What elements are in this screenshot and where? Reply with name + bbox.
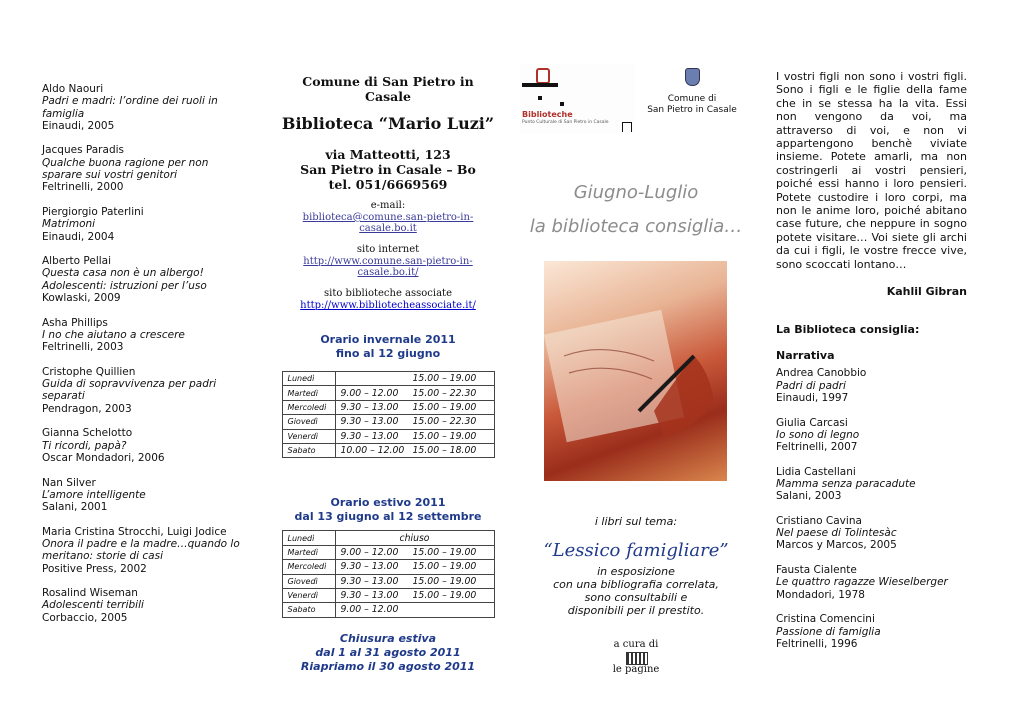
book-author: Andrea Canobbio [776,367,867,380]
schedule-day: Martedì [282,386,335,400]
hours-morning: 9.30 – 13.00 [340,416,399,428]
book-publisher: Einaudi, 1997 [776,391,849,404]
book-title: Io sono di legno [776,428,860,441]
book-list-left [42,83,242,636]
book-author: Lidia Castellani [776,465,856,478]
library-info [280,74,496,674]
closure-line2: dal 1 al 31 agosto 2011 [315,645,461,659]
hours-afternoon: 15.00 – 19.00 [412,401,477,413]
book-author: Nan Silver [42,476,96,489]
schedule-hours [335,400,494,414]
book-entry [42,144,242,193]
closure-line3: Riapriamo il 30 agosto 2011 [300,659,476,673]
book-title: Mamma senza paracadute [776,477,916,490]
book-publisher: Einaudi, 2005 [42,119,115,132]
email-link[interactable]: biblioteca@comune.san-pietro-in-casale.bo.it [302,212,474,234]
exhibit-text [520,565,752,617]
pagine-label: le pagine [612,664,660,675]
book-entry [776,417,967,454]
summer-title [280,496,496,524]
comune-title: Comune di San Pietro in Casale [302,74,474,104]
book-publisher: Mondadori, 1978 [776,588,865,601]
hours-afternoon: 15.00 – 19.00 [412,561,477,573]
book-entry [42,255,242,304]
summer-title-line1: Orario estivo 2011 [330,496,446,510]
hours-afternoon: 15.00 – 22.30 [412,387,477,399]
logo-door-icon [622,122,632,132]
book-author: Cristina Comencini [776,613,875,626]
schedule-row [282,400,494,414]
hours-morning: 9.30 – 13.00 [340,401,399,413]
book-author: Rosalind Wiseman [42,587,138,600]
book-publisher: Feltrinelli, 1996 [776,637,858,650]
book-author: Asha Phillips [42,316,108,329]
book-publisher: Pendragon, 2003 [42,402,132,415]
hours-morning: 9.00 – 12.00 [340,387,399,399]
schedule-hours [335,560,494,574]
book-author: Fausta Cialente [776,564,857,577]
schedule-day: Mercoledì [282,400,335,414]
hours-morning: 9.30 – 13.00 [340,590,399,602]
book-title: Guida di sopravvivenza per padri separati [42,378,217,403]
book-publisher: Kowlaski, 2009 [42,292,121,305]
book-publisher: Oscar Mondadori, 2006 [42,451,165,464]
schedule-hours [335,531,494,545]
schedule-row [282,560,494,574]
winter-title [280,333,496,361]
closure-line1: Chiusura estiva [339,631,437,645]
schedule-day: Giovedì [282,415,335,429]
book-author: Piergiorgio Paterlini [42,205,144,218]
address-city: San Pietro in Casale – Bo [300,162,476,177]
hours-morning: chiuso [399,532,430,544]
book-title: Adolescenti terribili [42,599,144,612]
schedule-day: Sabato [282,603,335,617]
book-title: Ti ricordi, papà? [42,439,127,452]
winter-schedule-table [282,371,495,458]
logo-emblem-icon [536,68,550,84]
book-publisher: Salani, 2003 [776,490,842,503]
schedule-row [282,429,494,443]
book-publisher: Corbaccio, 2005 [42,611,128,624]
schedule-day: Venerdì [282,429,335,443]
book-list-right [776,367,967,650]
schedule-day: Giovedì [282,574,335,588]
coat-of-arms-icon [685,68,700,86]
book-author: Cristophe Quillien [42,365,136,378]
exhibit-line4: disponibili per il prestito. [567,604,705,617]
cover-painting [544,261,727,481]
assoc-label: sito biblioteche associate [324,288,452,299]
schedule-hours [335,429,494,443]
book-publisher: Feltrinelli, 2007 [776,441,858,454]
schedule-day: Lunedì [282,372,335,386]
consiglia-title: la biblioteca consiglia… [529,216,743,237]
book-entry [42,317,242,354]
site-link[interactable]: http://www.comune.san-pietro-in-casale.bo.it/ [303,256,473,278]
schedule-row [282,531,494,545]
book-publisher: Positive Press, 2002 [42,562,147,575]
comune-logo-line2: San Pietro in Casale [647,105,737,115]
book-author: Giulia Carcasi [776,416,848,429]
hours-morning: 9.30 – 13.00 [340,575,399,587]
schedule-row [282,372,494,386]
hours-morning: 9.30 – 13.00 [340,561,399,573]
period-title: Giugno-Luglio [573,182,699,203]
schedule-hours [335,588,494,602]
address [280,147,496,192]
book-entry [42,206,242,243]
schedule-hours [335,372,494,386]
schedule-day: Martedì [282,545,335,559]
hours-afternoon: 15.00 – 19.00 [412,575,477,587]
book-entry [42,83,242,132]
schedule-day: Venerdì [282,588,335,602]
schedule-hours [335,603,494,617]
hours-morning: 9.00 – 12.00 [340,604,399,616]
hours-morning: 10.00 – 12.00 [340,445,405,457]
poem-author: Kahlil Gibran [886,285,967,299]
schedule-hours [335,574,494,588]
lessico-title: “Lessico famigliare” [543,540,729,561]
book-publisher: Feltrinelli, 2003 [42,341,124,354]
winter-title-line1: Orario invernale 2011 [320,333,456,346]
book-publisher: Salani, 2001 [42,501,108,514]
book-title: L’amore intelligente [42,488,146,501]
winter-title-line2: fino al 12 giugno [335,347,441,360]
schedule-row [282,588,494,602]
hours-afternoon: 15.00 – 19.00 [412,590,477,602]
phone: tel. 051/6669569 [328,177,448,192]
exhibit-line3: sono consultabili e [584,591,688,604]
book-author: Maria Cristina Strocchi, Luigi Jodice [42,525,227,538]
book-entry [776,466,967,503]
schedule-row [282,386,494,400]
book-entry [42,427,242,464]
poem-and-books [776,70,967,662]
book-title: I no che aiutano a crescere [42,328,185,341]
tema-label: i libri sul tema: [594,515,678,528]
summer-schedule-table [282,530,495,617]
schedule-day: Lunedì [282,531,335,545]
book-publisher: Einaudi, 2004 [42,230,115,243]
summer-title-line2: dal 13 giugno al 12 settembre [294,510,482,524]
schedule-row [282,545,494,559]
hours-afternoon: 15.00 – 19.00 [412,430,477,442]
book-title: Padri e madri: l’ordine dei ruoli in famiglia [42,95,218,120]
assoc-link[interactable]: http://www.bibliotecheassociate.it/ [300,300,476,311]
comune-logo [642,68,742,116]
schedule-row [282,603,494,617]
site-label: sito internet [356,244,420,255]
schedule-hours [335,545,494,559]
book-entry [42,587,242,624]
exhibit-line2: con una bibliografia correlata, [553,578,719,591]
book-author: Aldo Naouri [42,83,104,95]
address-street: via Matteotti, 123 [325,147,451,162]
book-entry [42,477,242,514]
book-entry [776,613,967,650]
comune-logo-line1: Comune di [667,94,717,104]
hours-morning: 9.30 – 13.00 [340,430,399,442]
hours-morning: 9.00 – 12.00 [340,546,399,558]
schedule-row [282,574,494,588]
schedule-hours [335,386,494,400]
book-title: Onora il padre e la madre…quando lo meritano: storie di casi [42,537,240,563]
book-author: Alberto Pellai [42,255,112,268]
logo-subtext: Punto Culturale di San Pietro in Casale [522,120,609,125]
book-title: Le quattro ragazze Wieselberger [776,576,948,589]
acura-label: a cura di [613,639,659,650]
book-entry [42,366,242,415]
schedule-row [282,415,494,429]
book-author: Jacques Paradis [42,144,124,157]
narrativa-heading: Narrativa [776,348,835,362]
email-label: e-mail: [370,200,406,211]
gibran-poem: I vostri figli non sono i vostri figli. Sono i figli e le figlie della fame che in se stessa ha la vita. Essi non vengono da voi, ma attraverso di voi, e non vi appartengono benchè viviate insieme. Potete amarli, ma non costringerli ai vostri pensieri, poiché essi hanno i loro pensieri. Potete custodire i loro corpi, ma non le anime loro, poiché abitano case future, che neppure in sogno potete visitare… Voi siete gli archi da cui i figli, le vostre frecce vive, sono scoccati lontano… [776,70,967,271]
book-entry [42,526,242,575]
hours-afternoon: 15.00 – 19.00 [412,546,477,558]
schedule-day: Mercoledì [282,560,335,574]
biblioteche-logo [520,64,635,134]
library-name: Biblioteca “Mario Luzi” [281,114,495,133]
book-entry [776,367,967,404]
book-author: Cristiano Cavina [776,514,862,527]
book-title: Padri di padri [776,379,846,392]
book-title: Questa casa non è un albergo! Adolescenti: istruzioni per l’uso [42,267,207,292]
book-publisher: Marcos y Marcos, 2005 [776,539,897,552]
book-entry [776,515,967,552]
hours-afternoon: 15.00 – 22.30 [412,416,477,428]
schedule-row [282,443,494,457]
exhibit-line1: in esposizione [597,565,675,578]
logo-text: Biblioteche [522,110,573,119]
schedule-hours [335,443,494,457]
book-author: Gianna Schelotto [42,427,133,440]
hours-afternoon: 15.00 – 18.00 [412,445,477,457]
hours-afternoon: 15.00 – 19.00 [412,373,477,385]
closure-notice [280,632,496,674]
book-publisher: Feltrinelli, 2000 [42,181,124,194]
book-title: Nel paese di Tolintesàc [776,527,897,540]
schedule-hours [335,415,494,429]
book-title: Matrimoni [42,218,96,231]
book-title: Qualche buona ragione per non sparare sui vostri genitori [42,156,209,182]
book-title: Passione di famiglia [776,625,881,638]
book-entry [776,564,967,601]
schedule-day: Sabato [282,443,335,457]
consiglia-heading: La Biblioteca consiglia: [776,322,920,336]
